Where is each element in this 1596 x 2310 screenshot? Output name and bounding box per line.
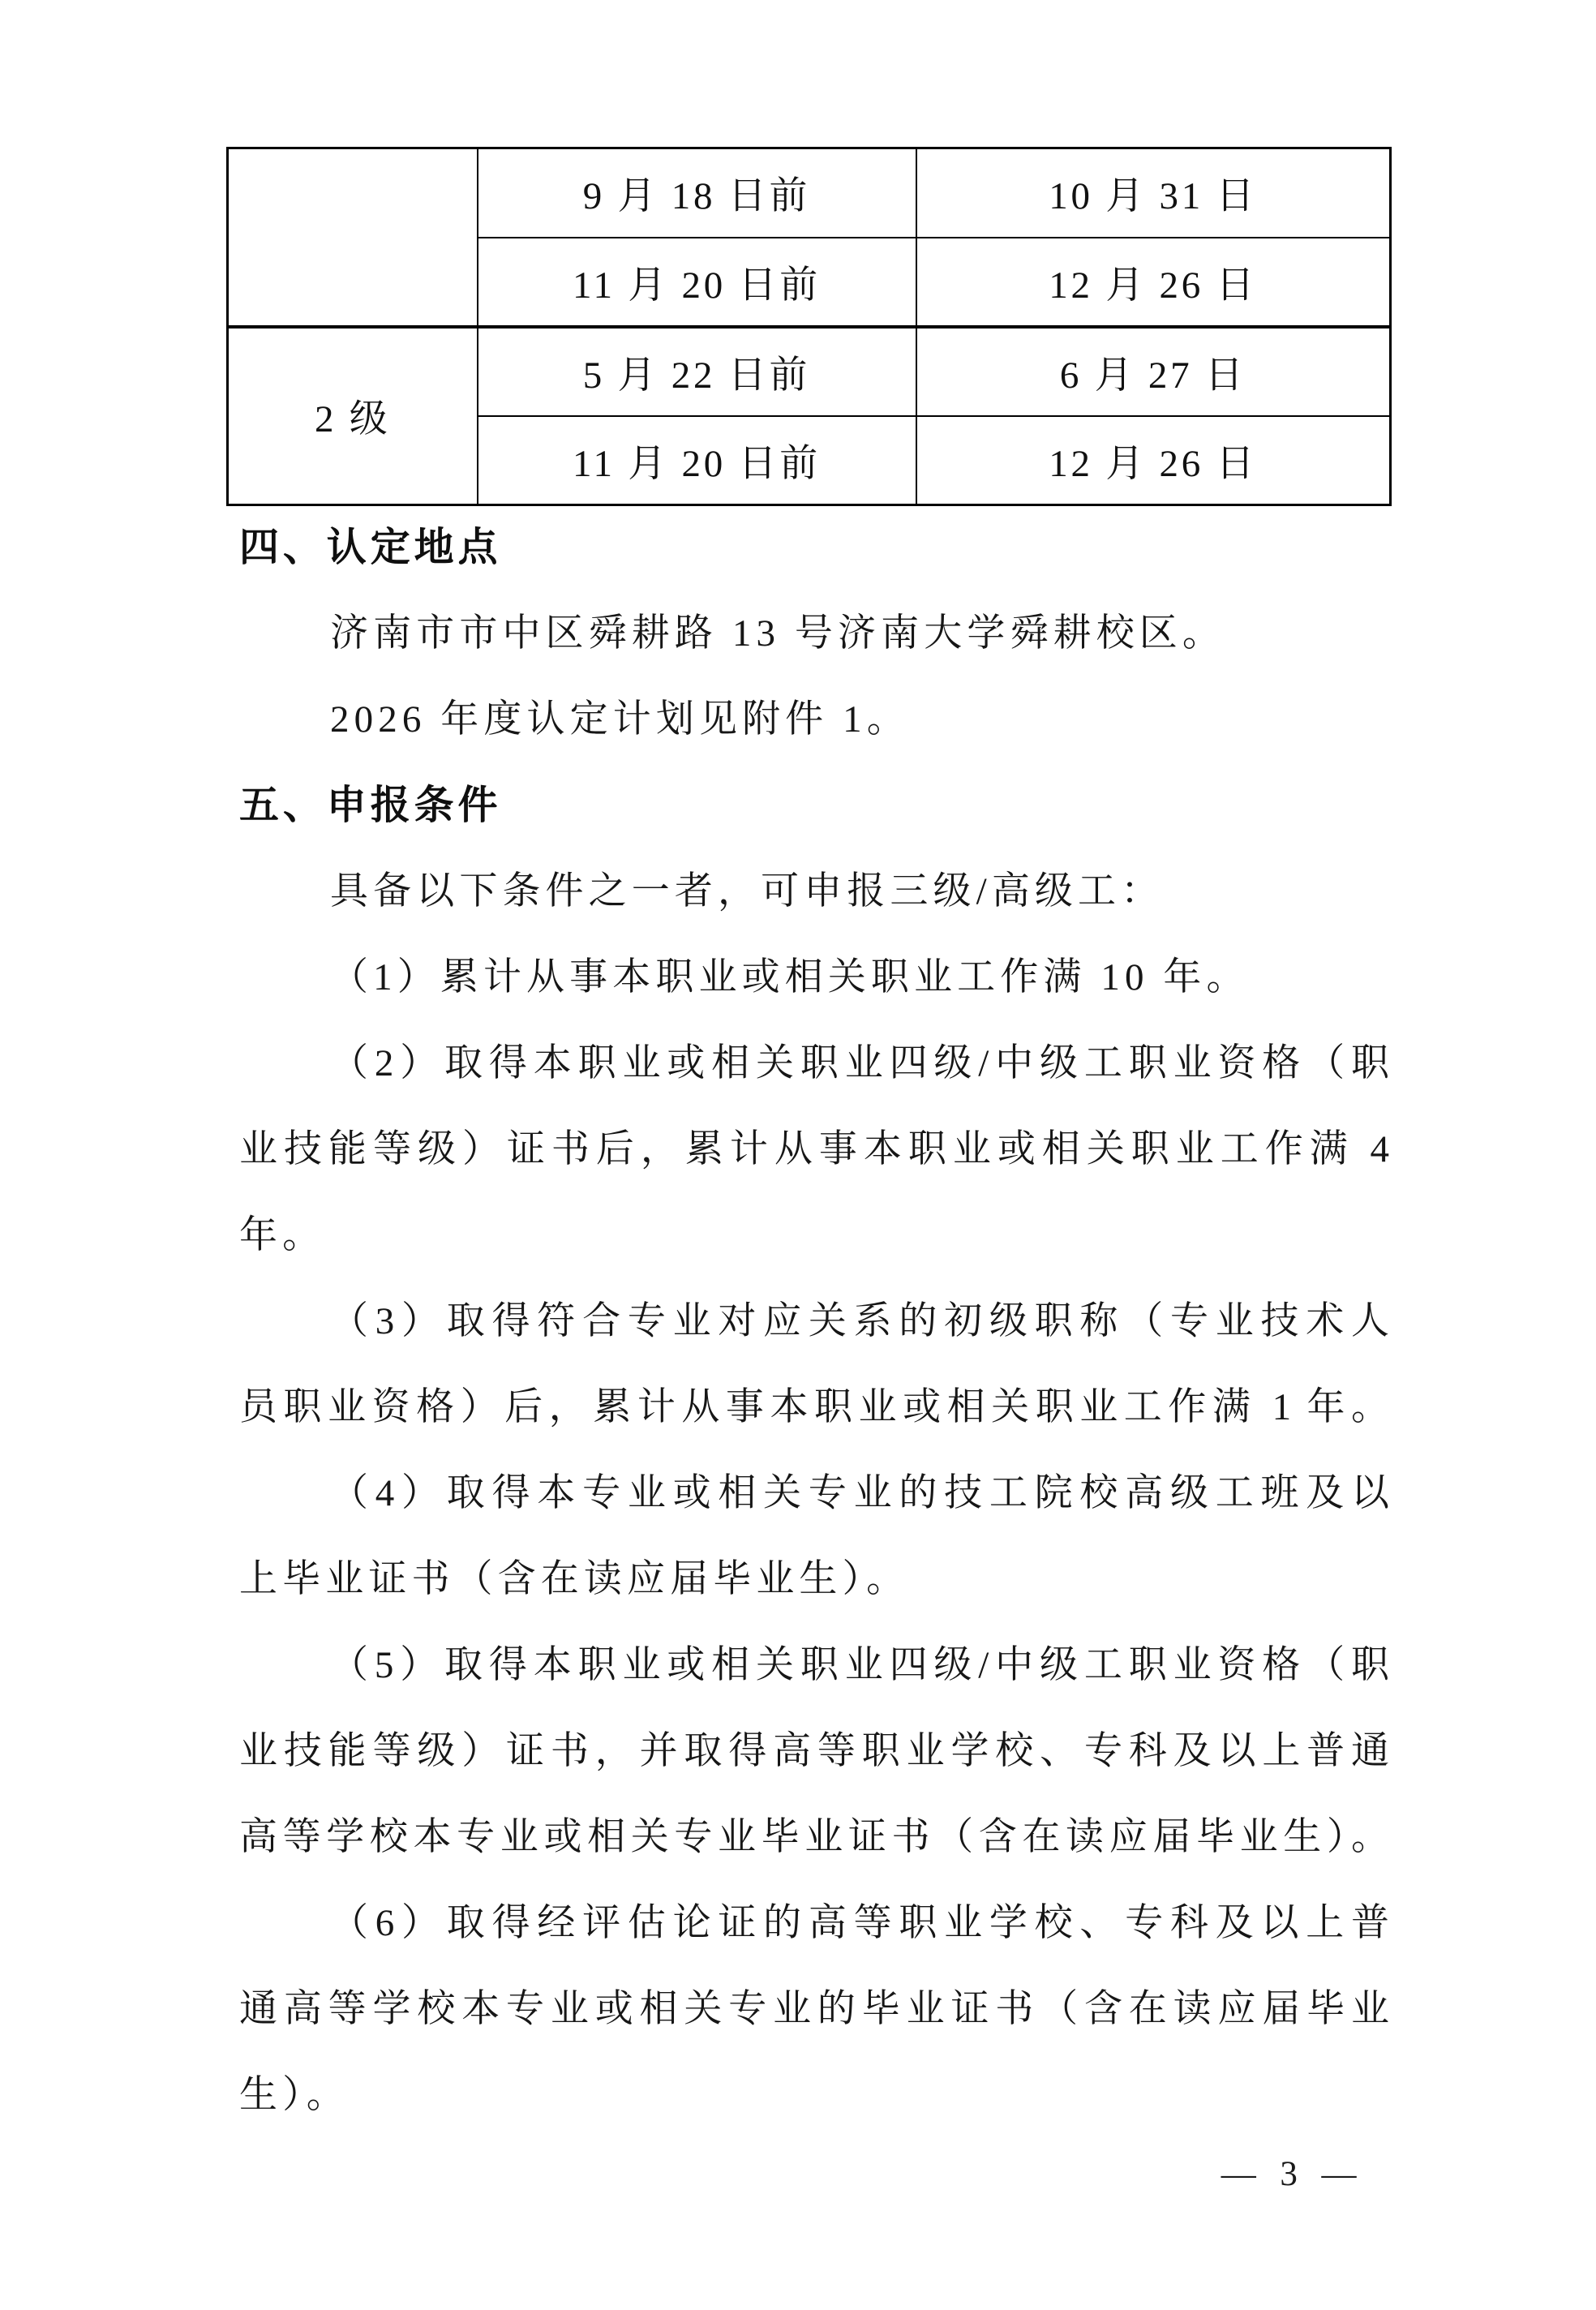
section-heading-4: 四、认定地点 bbox=[239, 526, 502, 569]
apply-deadline-cell: 5 月 22 日前 bbox=[478, 327, 916, 416]
apply-deadline-cell: 9 月 18 日前 bbox=[478, 148, 916, 238]
page-number: — 3 — bbox=[1221, 2155, 1364, 2193]
assessment-schedule-table bbox=[226, 147, 1392, 506]
apply-deadline-cell: 11 月 20 日前 bbox=[478, 416, 916, 505]
table-row bbox=[228, 327, 1391, 416]
body-line: 年。 bbox=[239, 1214, 326, 1256]
assessment-date-cell: 10 月 31 日 bbox=[916, 148, 1391, 238]
body-line: 2026 年度认定计划见附件 1。 bbox=[330, 698, 910, 741]
assessment-date-cell: 12 月 26 日 bbox=[916, 238, 1391, 327]
table-row bbox=[228, 148, 1391, 238]
assessment-date-cell: 6 月 27 日 bbox=[916, 327, 1391, 416]
assessment-date-cell: 12 月 26 日 bbox=[916, 416, 1391, 505]
apply-deadline-cell: 11 月 20 日前 bbox=[478, 238, 916, 327]
condition-6-line: （6）取得经评估论证的高等职业学校、专科及以上普 bbox=[330, 1902, 1389, 1944]
condition-3-line: （3）取得符合专业对应关系的初级职称（专业技术人 bbox=[330, 1300, 1389, 1342]
condition-2-line: （2）取得本职业或相关职业四级/中级工职业资格（职 bbox=[330, 1042, 1389, 1084]
body-line: 通高等学校本专业或相关专业的毕业证书（含在读应届毕业 bbox=[239, 1988, 1389, 2030]
body-line: 高等学校本专业或相关专业毕业证书（含在读应届毕业生）。 bbox=[239, 1816, 1389, 1858]
body-line: 业技能等级）证书，并取得高等职业学校、专科及以上普通 bbox=[239, 1730, 1389, 1772]
body-line: 济南市市中区舜耕路 13 号济南大学舜耕校区。 bbox=[330, 612, 1226, 655]
condition-1-line: （1）累计从事本职业或相关职业工作满 10 年。 bbox=[330, 956, 1250, 998]
condition-4-line: （4）取得本专业或相关专业的技工院校高级工班及以 bbox=[330, 1472, 1389, 1514]
level-cell: 2 级 bbox=[228, 327, 478, 505]
body-line: 上毕业证书（含在读应届毕业生）。 bbox=[239, 1558, 910, 1600]
document-body bbox=[239, 505, 1389, 2138]
body-line: 员职业资格）后，累计从事本职业或相关职业工作满 1 年。 bbox=[239, 1386, 1389, 1428]
body-line: 业技能等级）证书后，累计从事本职业或相关职业工作满 4 bbox=[239, 1128, 1389, 1170]
level-cell-empty bbox=[228, 148, 478, 327]
body-line: 具备以下条件之一者，可申报三级/高级工： bbox=[330, 870, 1165, 912]
condition-5-line: （5）取得本职业或相关职业四级/中级工职业资格（职 bbox=[330, 1644, 1389, 1686]
section-heading-5: 五、申报条件 bbox=[239, 784, 502, 827]
body-line: 生）。 bbox=[239, 2074, 350, 2116]
